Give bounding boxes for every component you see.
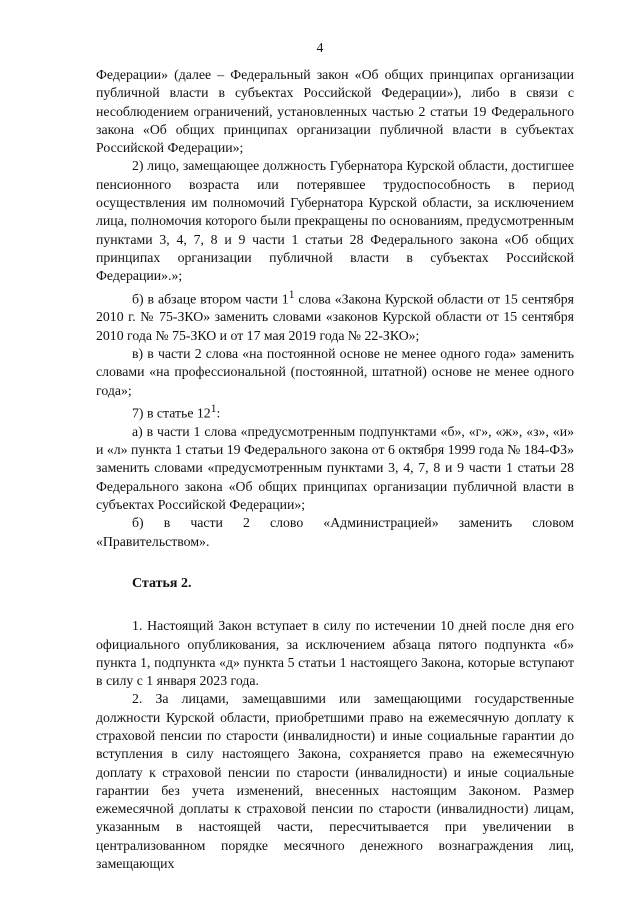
superscript: 1 — [210, 402, 217, 415]
text-before-superscript: 7) в статье 12 — [132, 405, 211, 421]
paragraph-article2-part2: 2. За лицами, замещавшими или замещающими государственные должности Курской области, приобретшими право на ежемесячную доплату к страховой пенсии по старости (инвалидности) и иные социальные гарантии до вступления в силу настоящего Закона, сохраняется право на ежемесячную доплату к страховой пенсии по старости (инвалидности) и иные социальные гарантии без учета изменений, внесенных настоящим Законом. Размер ежемесячной доплаты к страховой пенсии по старости (инвалидности) лицам, указанным в настоящей части, пересчитывается при увеличении в централизованном порядке месячного денежного вознаграждения лиц, замещающих — [96, 691, 574, 872]
text-after-superscript: : — [216, 405, 221, 421]
paragraph-subitem-a: а) в части 1 слова «предусмотренным подпунктами «б», «г», «ж», «з», «и» и «л» пункта 1 статьи 19 Федерального закона от 6 октября 1999 года № 184-ФЗ» заменить словами «предусмотренным пунктами 3, 4, 7, 8 и 9 части 1 статьи 28 Федерального закона «Об общих принципах организации публичной власти в субъектах Российской Федерации»; — [96, 423, 574, 513]
paragraph-subitem-b-2: б) в части 2 слово «Администрацией» заменить словом «Правительством». — [96, 515, 574, 549]
document-body — [96, 66, 574, 873]
article-heading: Статья 2. — [132, 575, 192, 591]
paragraph-article2-part1: 1. Настоящий Закон вступает в силу по истечении 10 дней после дня его официального опубликования, за исключением абзаца пятого подпункта «б» пункта 1, подпункта «д» пункта 5 статьи 1 настоящего Закона, которые вступают в силу с 1 января 2023 года. — [96, 618, 574, 689]
paragraph-item-2: 2) лицо, замещающее должность Губернатора Курской области, достигшее пенсионного возраста или потерявшее трудоспособность в период осуществления им полномочий Губернатора Курской области, за исключением лица, полномочия которого были прекращены по основаниям, предусмотренным пунктами 3, 4, 7, 8 и 9 части 1 статьи 28 Федерального закона «Об общих принципах организации публичной власти в субъектах Российской Федерации».»; — [96, 158, 574, 284]
superscript: 1 — [288, 288, 295, 301]
text-before-superscript: б) в абзаце втором части 1 — [132, 291, 289, 307]
page-number: 4 — [316, 40, 324, 55]
paragraph-continuation: Федерации» (далее – Федеральный закон «Об общих принципах организации публичной власти в субъектах Российской Федерации»), либо в связи с несоблюдением ограничений, установленных частью 2 статьи 19 Федерального закона «Об общих принципах организации публичной власти в субъектах Российской Федерации»; — [96, 67, 574, 156]
paragraph-subitem-b — [96, 286, 574, 345]
paragraph-item-7 — [96, 400, 574, 423]
paragraph-subitem-v: в) в части 2 слова «на постоянной основе не менее одного года» заменить словами «на профессиональной (постоянной, штатной) основе не менее одного года»; — [96, 346, 574, 398]
text-after-superscript: слова «Закона Курской области от 15 сентября 2010 г. № 75-ЗКО» заменить словами «законов Курской области от 15 сентября 2010 года № 75-ЗКО и от 17 мая 2019 года № 22-ЗКО»; — [96, 291, 575, 343]
